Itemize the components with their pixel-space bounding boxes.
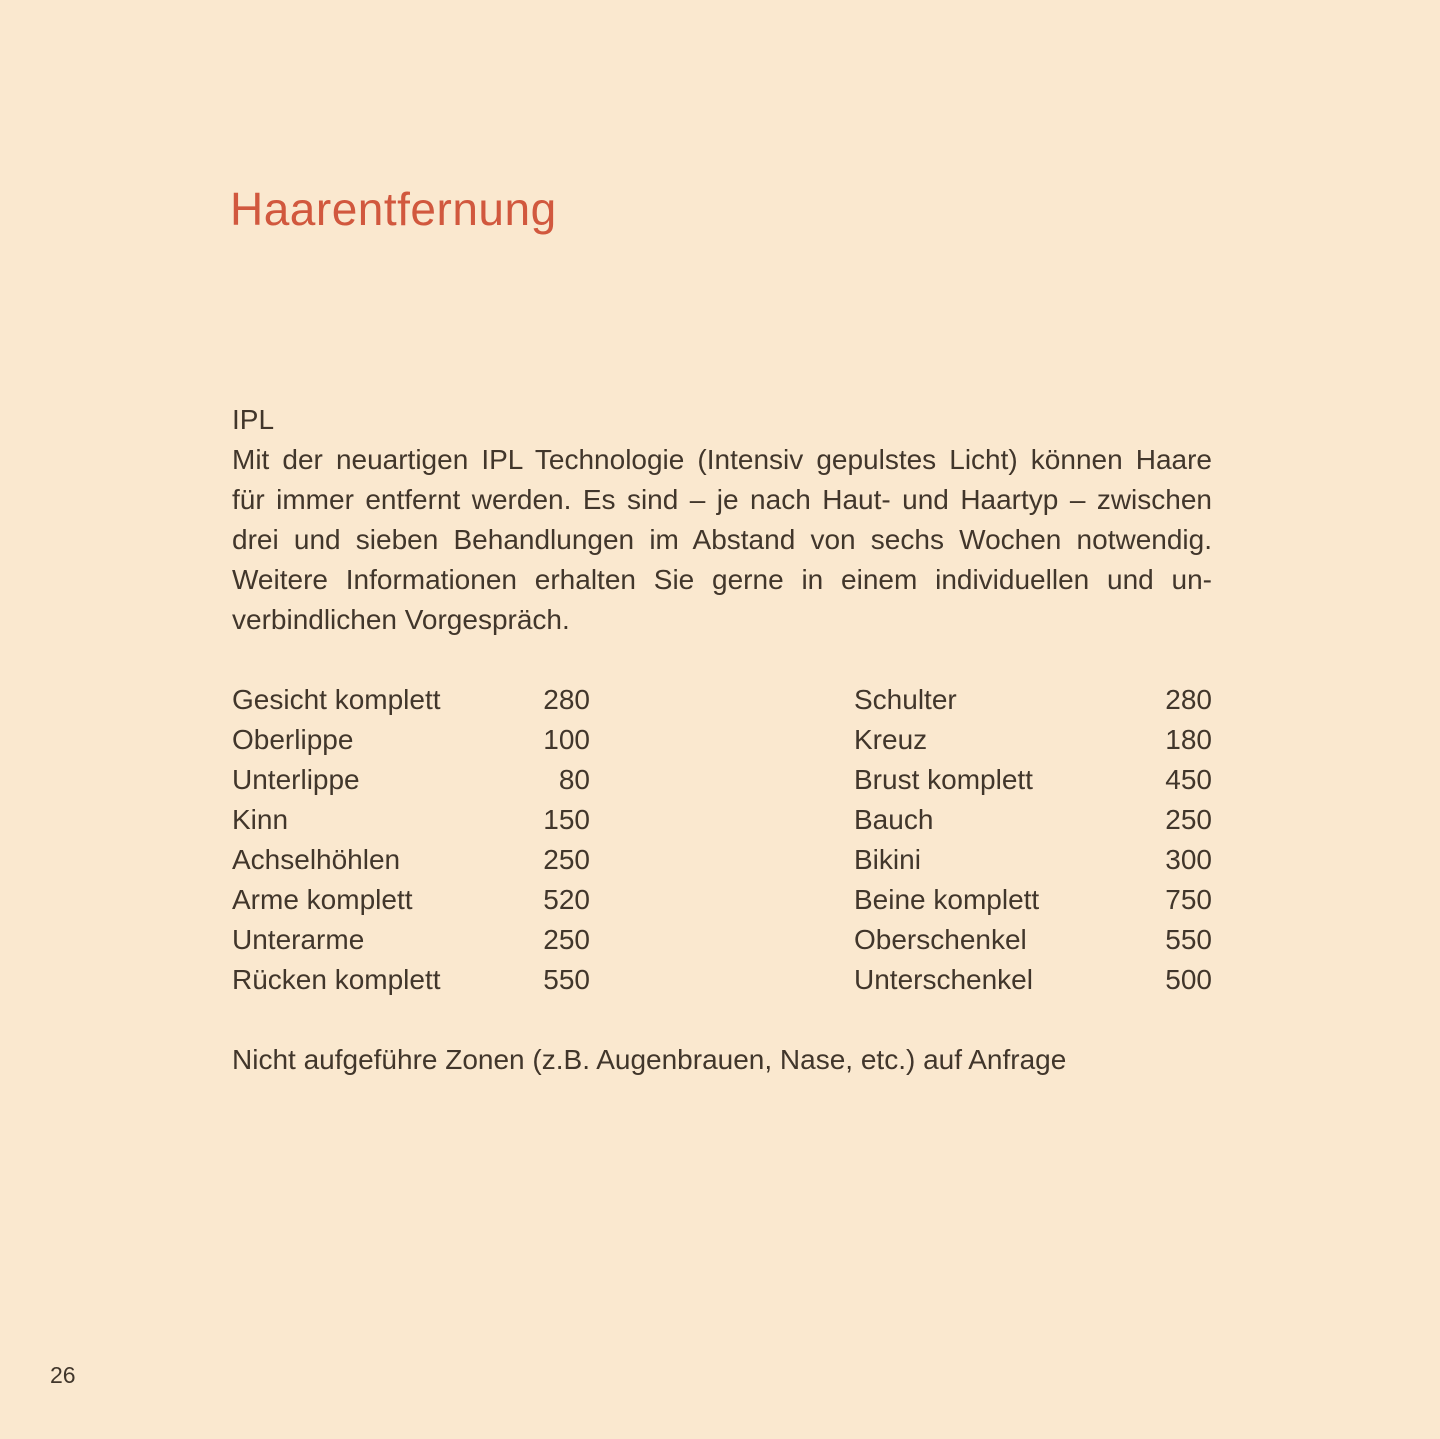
content-block (232, 400, 1212, 1080)
intro-paragraph (232, 440, 1212, 640)
section-heading: IPL (232, 404, 275, 435)
price-row (232, 800, 590, 840)
price-item-label: Arme komplett (232, 884, 413, 915)
price-item-label: Rücken komplett (232, 964, 441, 995)
price-item-amount: 180 (1165, 724, 1212, 755)
price-item-label: Gesicht komplett (232, 684, 441, 715)
price-item-label: Achselhöhlen (232, 844, 401, 875)
page-number: 26 (50, 1362, 76, 1388)
price-item-amount: 100 (543, 724, 590, 755)
price-item-label: Unterschenkel (854, 964, 1033, 995)
price-item-amount: 450 (1165, 764, 1212, 795)
price-item-label: Brust komplett (854, 764, 1033, 795)
paragraph-line: verbindlichen Vorgespräch. (232, 604, 570, 635)
price-row (854, 880, 1212, 920)
price-column-right (854, 680, 1212, 1000)
price-item-label: Kreuz (854, 724, 928, 755)
price-row (854, 920, 1212, 960)
price-item-amount: 250 (1165, 804, 1212, 835)
price-item-amount: 250 (543, 844, 590, 875)
price-row (854, 760, 1212, 800)
price-item-amount: 550 (1165, 924, 1212, 955)
paragraph-line: Mit der neuartigen IPL Technologie (Intensiv gepulstes Licht) können Haare (232, 444, 1212, 475)
price-item-label: Unterlippe (232, 764, 360, 795)
price-item-amount: 300 (1165, 844, 1212, 875)
footnote: Nicht aufgeführe Zonen (z.B. Augenbrauen, Nase, etc.) auf Anfrage (232, 1044, 1067, 1075)
price-item-amount: 520 (543, 884, 590, 915)
price-row (232, 880, 590, 920)
price-column-left (232, 680, 590, 1000)
price-item-label: Unterarme (232, 924, 365, 955)
price-row (232, 920, 590, 960)
price-item-label: Bikini (854, 844, 921, 875)
price-item-amount: 750 (1165, 884, 1212, 915)
price-item-label: Oberlippe (232, 724, 354, 755)
price-item-label: Kinn (232, 804, 289, 835)
price-row (854, 680, 1212, 720)
price-row (232, 720, 590, 760)
price-row (854, 840, 1212, 880)
price-row (854, 960, 1212, 1000)
price-row (854, 800, 1212, 840)
price-item-amount: 280 (1165, 684, 1212, 715)
price-item-amount: 550 (543, 964, 590, 995)
spacer (232, 1000, 1212, 1040)
paragraph-line: Weitere Informationen erhalten Sie gerne in einem individuellen und un- (232, 564, 1212, 595)
price-item-label: Oberschenkel (854, 924, 1027, 955)
page-title: Haarentfernung (230, 183, 557, 235)
price-row (232, 680, 590, 720)
price-row (232, 960, 590, 1000)
price-item-amount: 250 (543, 924, 590, 955)
price-list (232, 680, 1212, 1000)
price-item-amount: 500 (1165, 964, 1212, 995)
spacer (232, 640, 1212, 680)
price-item-amount: 280 (543, 684, 590, 715)
price-item-label: Beine komplett (854, 884, 1040, 915)
paragraph-line: drei und sieben Behandlungen im Abstand von sechs Wochen notwendig. (232, 524, 1212, 555)
price-item-label: Bauch (854, 804, 934, 835)
paragraph-line: für immer entfernt werden. Es sind – je nach Haut- und Haartyp – zwischen (232, 484, 1212, 515)
price-row (854, 720, 1212, 760)
price-row (232, 760, 590, 800)
price-item-label: Schulter (854, 684, 957, 715)
price-row (232, 840, 590, 880)
price-item-amount: 80 (558, 764, 590, 795)
price-item-amount: 150 (543, 804, 590, 835)
